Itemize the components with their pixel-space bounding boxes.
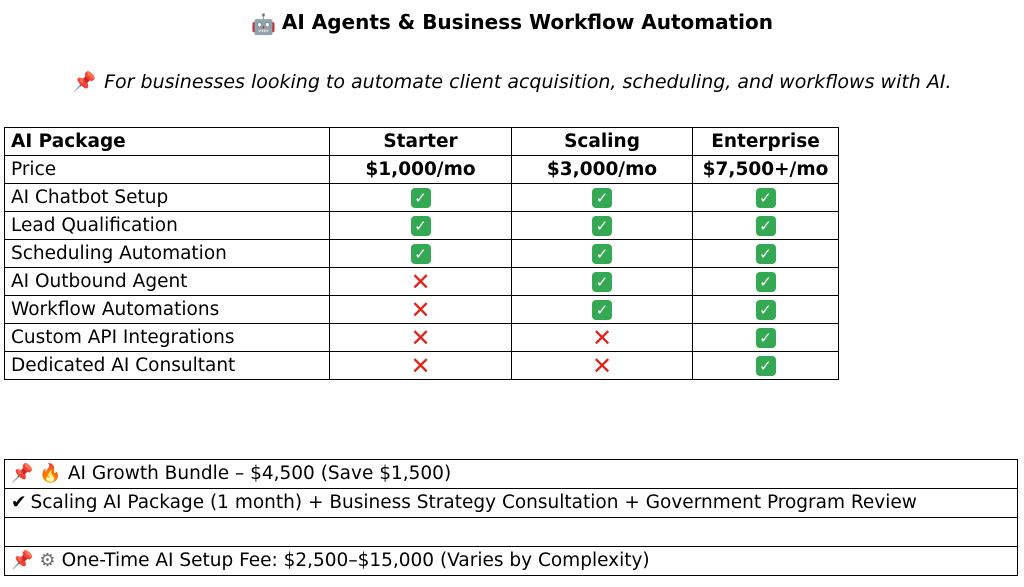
bundle-contents-text: Scaling AI Package (1 month) + Business Strategy Consultation + Government Program Review bbox=[30, 492, 917, 513]
gear-icon: ⚙ bbox=[39, 550, 56, 571]
bundle-growth-cell bbox=[5, 460, 1018, 489]
check-mark-button-icon: ✓ bbox=[592, 244, 612, 264]
feature-starter-cell bbox=[330, 296, 512, 324]
cross-mark-icon: ✕ bbox=[410, 268, 431, 296]
price-row-label: Price bbox=[5, 156, 330, 184]
feature-label: AI Chatbot Setup bbox=[5, 184, 330, 212]
check-mark-button-icon: ✓ bbox=[411, 244, 431, 264]
setup-fee-text: One-Time AI Setup Fee: $2,500–$15,000 (Varies by Complexity) bbox=[61, 550, 650, 571]
feature-enterprise-cell bbox=[693, 240, 839, 268]
check-mark-button-icon: ✓ bbox=[411, 188, 431, 208]
column-header-starter: Starter bbox=[330, 128, 512, 156]
bundle-contents-cell bbox=[5, 489, 1018, 518]
feature-scaling-cell bbox=[512, 324, 693, 352]
check-mark-button-icon: ✓ bbox=[592, 188, 612, 208]
column-header-scaling: Scaling bbox=[512, 128, 693, 156]
feature-row bbox=[5, 240, 839, 268]
feature-row bbox=[5, 352, 839, 380]
price-enterprise: $7,500+/mo bbox=[693, 156, 839, 184]
check-mark-button-icon: ✓ bbox=[592, 216, 612, 236]
feature-enterprise-cell bbox=[693, 324, 839, 352]
table-header-row bbox=[5, 128, 839, 156]
check-mark-button-icon: ✓ bbox=[756, 244, 776, 264]
page-title-text: AI Agents & Business Workflow Automation bbox=[281, 10, 774, 34]
check-mark-button-icon: ✓ bbox=[756, 188, 776, 208]
setup-fee-row bbox=[5, 547, 1018, 576]
check-mark-icon: ✔ bbox=[11, 492, 27, 513]
cross-mark-icon: ✕ bbox=[410, 296, 431, 324]
feature-enterprise-cell bbox=[693, 212, 839, 240]
price-scaling: $3,000/mo bbox=[512, 156, 693, 184]
feature-starter-cell bbox=[330, 212, 512, 240]
feature-scaling-cell bbox=[512, 268, 693, 296]
feature-scaling-cell bbox=[512, 352, 693, 380]
price-row bbox=[5, 156, 839, 184]
pushpin-icon: 📌 bbox=[11, 463, 34, 484]
check-mark-button-icon: ✓ bbox=[756, 328, 776, 348]
robot-icon: 🤖 bbox=[250, 12, 276, 36]
feature-starter-cell bbox=[330, 352, 512, 380]
feature-starter-cell bbox=[330, 268, 512, 296]
feature-enterprise-cell bbox=[693, 268, 839, 296]
feature-enterprise-cell bbox=[693, 184, 839, 212]
package-comparison-table bbox=[4, 127, 839, 380]
feature-scaling-cell bbox=[512, 296, 693, 324]
column-header-package: AI Package bbox=[5, 128, 330, 156]
cross-mark-icon: ✕ bbox=[410, 352, 431, 380]
feature-label: Workflow Automations bbox=[5, 296, 330, 324]
feature-row bbox=[5, 324, 839, 352]
feature-scaling-cell bbox=[512, 184, 693, 212]
bundle-empty-row bbox=[5, 518, 1018, 547]
bundle-table bbox=[4, 459, 1018, 576]
check-mark-button-icon: ✓ bbox=[756, 300, 776, 320]
feature-row bbox=[5, 268, 839, 296]
bundle-empty-cell bbox=[5, 518, 1018, 547]
feature-row bbox=[5, 212, 839, 240]
feature-label: Scheduling Automation bbox=[5, 240, 330, 268]
bundle-growth-text: AI Growth Bundle – $4,500 (Save $1,500) bbox=[67, 463, 452, 484]
check-mark-button-icon: ✓ bbox=[411, 216, 431, 236]
feature-enterprise-cell bbox=[693, 352, 839, 380]
feature-label: AI Outbound Agent bbox=[5, 268, 330, 296]
feature-starter-cell bbox=[330, 324, 512, 352]
feature-scaling-cell bbox=[512, 212, 693, 240]
feature-row bbox=[5, 184, 839, 212]
feature-label: Custom API Integrations bbox=[5, 324, 330, 352]
feature-enterprise-cell bbox=[693, 296, 839, 324]
column-header-enterprise: Enterprise bbox=[693, 128, 839, 156]
feature-starter-cell bbox=[330, 184, 512, 212]
price-starter: $1,000/mo bbox=[330, 156, 512, 184]
page-subtitle-text: For businesses looking to automate client acquisition, scheduling, and workflows with AI. bbox=[104, 71, 952, 93]
feature-row bbox=[5, 296, 839, 324]
feature-starter-cell bbox=[330, 240, 512, 268]
feature-label: Lead Qualification bbox=[5, 212, 330, 240]
pushpin-icon: 📌 bbox=[72, 71, 97, 93]
pushpin-icon: 📌 bbox=[11, 550, 34, 571]
bundle-contents-row bbox=[5, 489, 1018, 518]
check-mark-button-icon: ✓ bbox=[756, 272, 776, 292]
bundle-growth-row bbox=[5, 460, 1018, 489]
page-subtitle bbox=[0, 68, 1024, 96]
feature-scaling-cell bbox=[512, 240, 693, 268]
check-mark-button-icon: ✓ bbox=[756, 356, 776, 376]
cross-mark-icon: ✕ bbox=[591, 352, 613, 380]
setup-fee-cell bbox=[5, 547, 1018, 576]
check-mark-button-icon: ✓ bbox=[756, 216, 776, 236]
cross-mark-icon: ✕ bbox=[591, 324, 613, 352]
page-title bbox=[0, 8, 1024, 38]
check-mark-button-icon: ✓ bbox=[592, 272, 612, 292]
check-mark-button-icon: ✓ bbox=[592, 300, 612, 320]
feature-label: Dedicated AI Consultant bbox=[5, 352, 330, 380]
fire-icon: 🔥 bbox=[39, 463, 62, 484]
cross-mark-icon: ✕ bbox=[410, 324, 431, 352]
